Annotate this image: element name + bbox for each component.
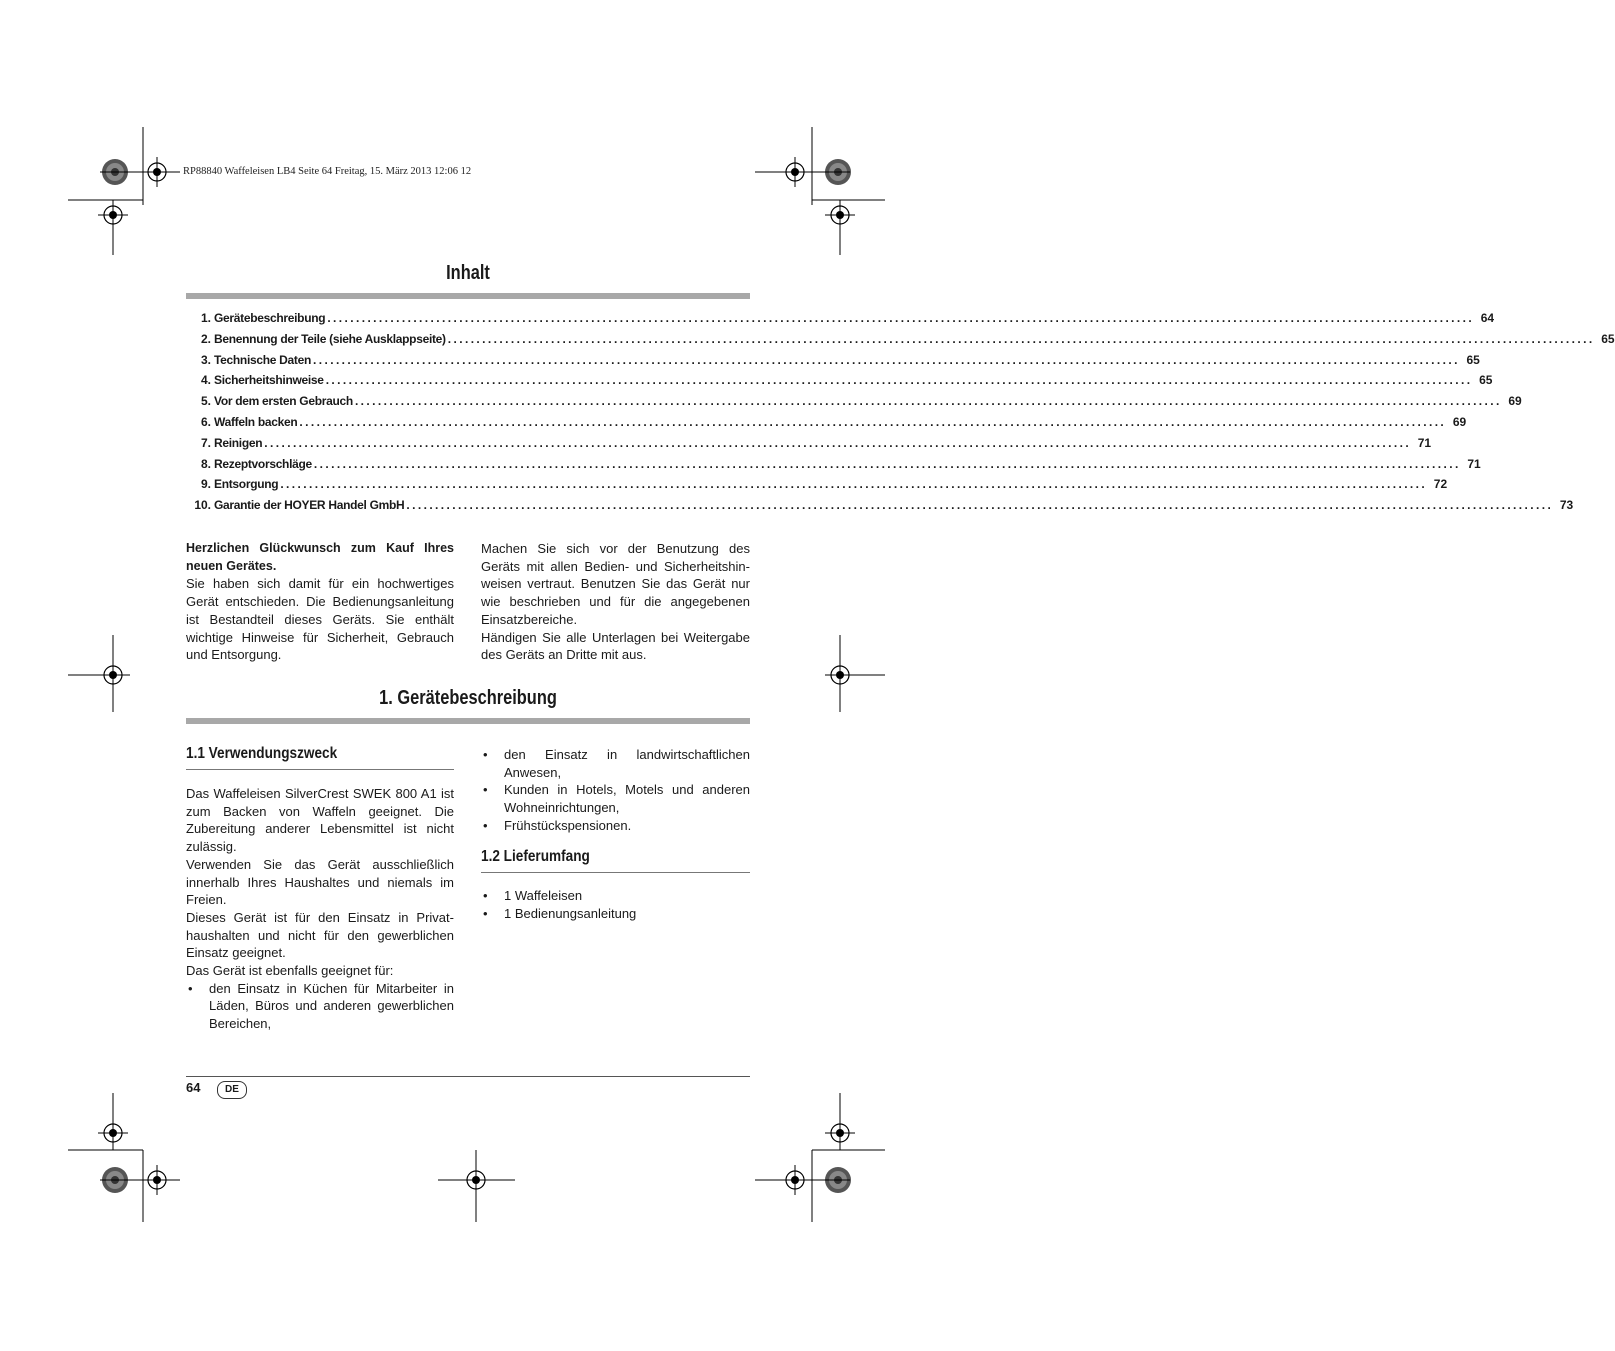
toc-entry-number: 3. <box>200 352 211 367</box>
subsection-verwendungszweck <box>186 745 454 770</box>
body-paragraph: Das Waffeleisen SilverCrest SWEK 800 A1 ist zum Backen von Waffeln geeignet. Die Zubereitung anderer Lebensmittel ist nicht zulässig. <box>186 786 454 855</box>
toc-leader-dots: ........................................................................................................................................................................................................ <box>354 394 1502 409</box>
toc-entry-label: Waffeln backen <box>214 414 298 429</box>
body-paragraph: Dieses Gerät ist für den Einsatz in Privathaushalten und nicht für den gewerblichen Einsatz geeignet. <box>186 909 454 961</box>
toc-entry[interactable] <box>186 456 1481 478</box>
language-badge: DE <box>217 1081 247 1099</box>
toc-entry-page: 69 <box>1452 414 1467 429</box>
list-item-text: den Einsatz in Küchen für Mitarbeiter in Läden, Büros und anderen gewerblichen Bereichen, <box>209 980 454 1032</box>
intro-right-column <box>481 540 750 664</box>
footer-rule <box>186 1076 750 1077</box>
toc-entry[interactable] <box>186 394 1522 415</box>
toc-entry[interactable] <box>186 498 1574 519</box>
list-item-text: 1 Bedienungsanleitung <box>504 905 637 921</box>
intro-paragraph: Machen Sie sich vor der Benutzung des Geräts mit allen Bedien- und Sicherheitshinweisen vertraut. Benutzen Sie das Gerät nur wie beschrieben und für die angegebenen Einsatzbereiche. <box>481 541 750 627</box>
list-item-text: Kunden in Hotels, Motels und anderen Wohneinrichtungen, <box>504 782 750 816</box>
toc-entry-page: 65 <box>1601 331 1615 346</box>
intro-paragraph: Sie haben sich damit für ein hochwertiges Gerät entschieden. Die Bedienungsanleitung ist Bestandteil dieses Geräts. Sie enthält wichtige Hinweise für Sicherheit, Gebrauch und Entsorgung. <box>186 576 454 663</box>
toc-entry-number: 2. <box>200 331 211 346</box>
toc-entry-label: Rezeptvorschläge <box>214 456 312 471</box>
toc-title: Inhalt <box>446 262 490 284</box>
section-title: 1. Gerätebeschreibung <box>379 687 557 709</box>
toc-entry[interactable] <box>186 331 1615 353</box>
list-item <box>481 887 750 905</box>
subsection-rule <box>481 872 750 873</box>
list-item <box>481 746 750 781</box>
toc-entry-label: Sicherheitshinweise <box>214 373 324 388</box>
toc-entry-number: 8. <box>200 456 211 471</box>
toc-entry-label: Entsorgung <box>214 477 279 492</box>
toc-entry-page: 73 <box>1559 498 1574 513</box>
toc-entry-number: 1. <box>200 311 211 325</box>
bullet: • <box>483 888 488 903</box>
toc-entry-label: Technische Daten <box>214 352 312 367</box>
list-item <box>481 817 750 835</box>
verwendungszweck-body <box>186 785 454 1033</box>
toc-leader-dots: ........................................................................................................................................................................................................ <box>406 498 1554 513</box>
toc-entry-page: 65 <box>1466 352 1480 367</box>
toc-entry-page: 65 <box>1479 373 1493 388</box>
intro-heading: Herzlichen Glückwunsch zum Kauf Ihres neuen Gerätes. <box>186 541 454 573</box>
subsection-rule <box>186 769 454 770</box>
lieferumfang-body <box>481 887 750 922</box>
toc-leader-dots: ........................................................................................................................................................................................................ <box>313 352 1460 367</box>
bullet: • <box>483 747 488 762</box>
intro-paragraph: Händigen Sie alle Unterlagen bei Weitergabe des Geräts an Dritte mit aus. <box>481 629 750 663</box>
toc-entry-number: 10. <box>194 498 211 513</box>
page-number: 64 <box>186 1080 201 1095</box>
toc-leader-dots: ........................................................................................................................................................................................................ <box>313 456 1461 471</box>
toc-entry[interactable] <box>186 435 1432 457</box>
toc-leader-dots: ........................................................................................................................................................................................................ <box>264 435 1412 450</box>
toc-entry[interactable] <box>186 311 1495 332</box>
usage-list <box>186 980 454 1033</box>
delivery-list <box>481 887 750 922</box>
toc-leader-dots: ........................................................................................................................................................................................................ <box>327 311 1475 325</box>
list-item-text: 1 Waffeleisen <box>504 888 583 903</box>
toc-entry-number: 6. <box>200 414 211 429</box>
list-item-text: Frühstückspensionen. <box>504 817 632 833</box>
body-paragraph: Das Gerät ist ebenfalls geeignet für: <box>186 963 394 979</box>
print-header: RP88840 Waffeleisen LB4 Seite 64 Freitag, 15. März 2013 12:06 12 <box>183 166 472 177</box>
toc-rule <box>186 293 750 299</box>
toc-entry-label: Gerätebeschreibung <box>214 311 326 325</box>
toc-entry-number: 5. <box>200 394 211 409</box>
verwendungszweck-body-cont <box>481 746 750 835</box>
toc-leader-dots: ........................................................................................................................................................................................................ <box>447 331 1595 346</box>
list-item-text: den Einsatz in landwirtschaftlichen Anwesen, <box>504 747 750 780</box>
toc-leader-dots: ........................................................................................................................................................................................................ <box>280 477 1428 492</box>
toc-entry-label: Reinigen <box>214 435 263 450</box>
intro-left-column <box>186 540 454 664</box>
bullet: • <box>188 980 193 996</box>
toc-entry[interactable] <box>186 352 1480 374</box>
toc-entry-number: 7. <box>200 435 211 450</box>
toc-entry-page: 71 <box>1417 435 1432 450</box>
toc-entry[interactable] <box>186 477 1448 498</box>
toc-entry-number: 9. <box>200 477 211 492</box>
toc-entry-page: 71 <box>1467 456 1481 471</box>
bullet: • <box>483 782 488 798</box>
bullet: • <box>483 905 488 921</box>
list-item <box>481 781 750 816</box>
toc-entry-label: Vor dem ersten Gebrauch <box>214 394 353 409</box>
subsection-heading: 1.2 Lieferumfang <box>481 848 590 865</box>
section-rule <box>186 718 750 724</box>
list-item <box>481 905 750 923</box>
list-item <box>186 980 454 1033</box>
toc-entry-page: 72 <box>1433 477 1448 492</box>
toc-entry-number: 4. <box>200 373 211 388</box>
toc-leader-dots: ........................................................................................................................................................................................................ <box>299 414 1447 429</box>
toc-leader-dots: ........................................................................................................................................................................................................ <box>325 373 1473 388</box>
body-paragraph: Verwenden Sie das Gerät ausschließlich innerhalb Ihres Haushaltes und niemals im Freien. <box>186 856 454 908</box>
toc-entry-label: Garantie der HOYER Handel GmbH <box>214 498 405 513</box>
toc-entry-page: 64 <box>1480 311 1495 325</box>
toc-entry[interactable] <box>186 414 1467 436</box>
toc-entry[interactable] <box>186 373 1493 394</box>
toc-entry-label: Benennung der Teile (siehe Ausklappseite) <box>214 331 446 346</box>
usage-list-cont <box>481 746 750 835</box>
subsection-heading: 1.1 Verwendungszweck <box>186 745 338 762</box>
toc-list <box>186 311 1615 519</box>
bullet: • <box>483 817 488 833</box>
subsection-lieferumfang <box>481 848 750 873</box>
toc-entry-page: 69 <box>1508 394 1522 409</box>
